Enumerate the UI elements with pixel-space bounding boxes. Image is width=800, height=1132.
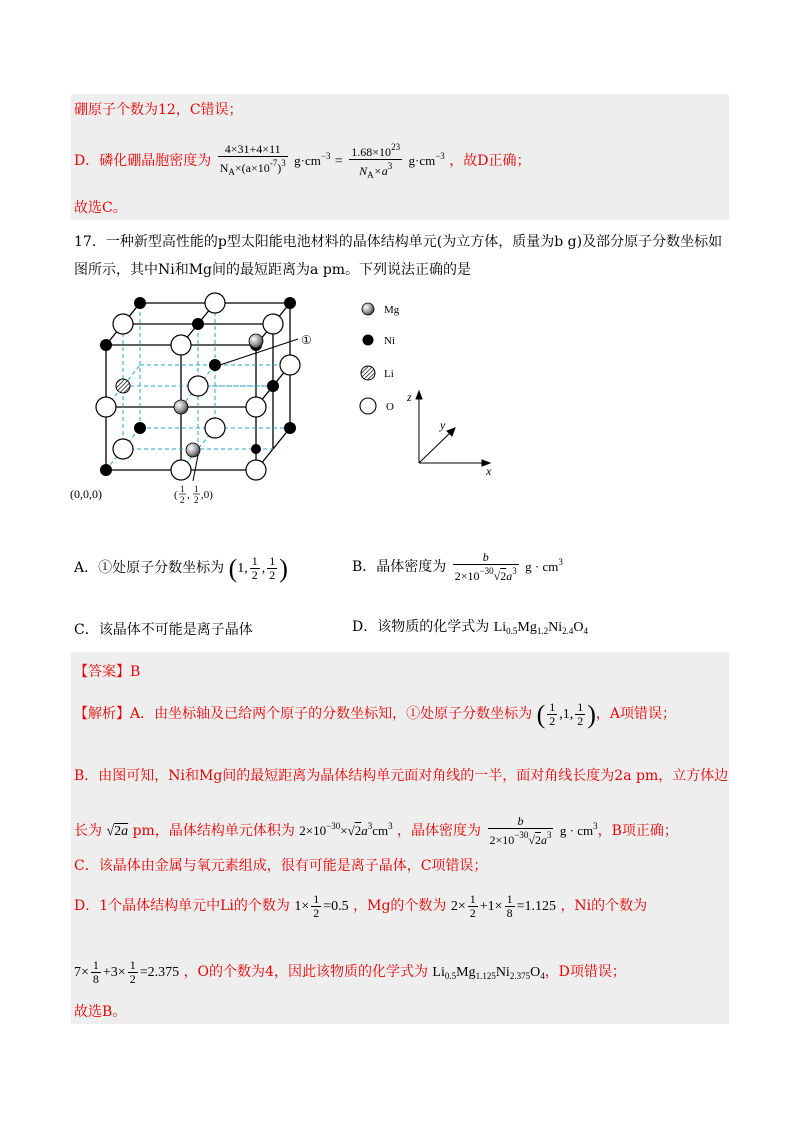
svg-text:1: 1 xyxy=(180,484,185,494)
option-a-value: (1, $\frac{1}{2}$ , $\frac{1}{2}$ ) xyxy=(228,553,288,583)
mg-count: 2× $\frac{1}{2}$ +1× $\frac{1}{8}$ =1.125 xyxy=(450,892,556,921)
option-b-den: $2\times 10^{-30}√2a^3$ xyxy=(454,566,517,583)
analysis-formula: $Li_{0.5}Mg_{1.125}Ni_{2.375}O_4$ xyxy=(432,965,545,981)
prev-d-num2: $1.68\times 10^{23}$ xyxy=(351,141,401,159)
legend-mg-icon xyxy=(362,303,374,315)
prev-d-den1: $N_A\times(a\times 10^{-7})^3$ xyxy=(219,158,286,177)
li-count: 1× $\frac{1}{2}$ =0.5 xyxy=(294,892,349,921)
crystal-structure-figure xyxy=(70,285,330,510)
analysis-b-line-2: 长为 √2a pm，晶体结构单元体积为 $2\times 10^{-30}\times√2a^3cm^3$ ，晶体密度为 $\frac{b}{2\times 10^{-30}√2a^3}$ $g \cdot cm^3$，B项正确； xyxy=(74,814,678,847)
svg-text:,: , xyxy=(187,489,190,501)
axis-z-label: z xyxy=(407,390,412,404)
lithium-atoms xyxy=(116,379,130,393)
axis-y-label: y xyxy=(440,418,446,432)
prev-d-fraction-2 xyxy=(349,141,402,182)
svg-text:(: ( xyxy=(174,489,178,501)
legend-mg-label: Mg xyxy=(384,304,400,316)
question-line-2: 图所示，其中Ni和Mg间的最短距离为a pm。下列说法正确的是 xyxy=(74,262,472,278)
cell-volume: $2\times 10^{-30}\times√2a^3cm^3$ xyxy=(299,821,393,838)
origin-label: (0,0,0) xyxy=(70,487,102,501)
option-b-fraction xyxy=(453,551,519,583)
option-d-formula: $Li_{0.5}Mg_{1.2}Ni_{2.4}O_4$ xyxy=(493,620,588,636)
option-b xyxy=(352,540,563,584)
analysis-d-line-2: 7× $\frac{1}{8}$ +3× $\frac{1}{2}$ =2.375 ，O的个数为4，因此该物质的化学式为 $Li_{0.5}Mg_{1.125}Ni_{2.375}O_4$，D项错误； xyxy=(74,958,626,987)
half-label xyxy=(174,484,213,505)
prev-d-prefix: D．磷化硼晶胞密度为 xyxy=(74,153,212,169)
prev-d-unit2: $g\cdot cm^{-3}$ xyxy=(408,151,445,168)
option-b-num: b xyxy=(453,551,519,565)
legend-o-icon xyxy=(360,398,376,414)
answer-label: 【答案】B xyxy=(74,664,141,680)
analysis-density-fraction: $\frac{b}{2\times 10^{-30}√2a^3}$ xyxy=(489,814,552,847)
question-line-1: 17．一种新型高性能的p型太阳能电池材料的晶体结构单元(为立方体，质量为b g)及部分原子分数坐标如 xyxy=(74,234,723,250)
legend-ni-label: Ni xyxy=(384,335,395,347)
analysis-a xyxy=(74,694,676,734)
svg-text:,0): ,0) xyxy=(201,489,213,501)
legend-li-label: Li xyxy=(384,368,394,380)
prev-d-unit1: $g\cdot cm^{-3}$ xyxy=(294,151,331,168)
analysis-label: 【解析】 xyxy=(74,706,130,722)
prev-conclusion: 故选C。 xyxy=(74,200,127,216)
label-circle-1: ① xyxy=(301,333,312,347)
edge-length: √2a xyxy=(106,824,129,839)
ni-count: 7× $\frac{1}{8}$ +3× $\frac{1}{2}$ =2.375 xyxy=(74,958,180,987)
analysis-a-value: ( $\frac{1}{2}$ ,1, $\frac{1}{2}$ ) xyxy=(536,699,596,729)
svg-text:2: 2 xyxy=(180,495,185,505)
svg-text:2: 2 xyxy=(194,495,199,505)
analysis-b-line-1: B．由图可知，Ni和Mg间的最短距离为晶体结构单元面对角线的一半，面对角线长度为2a pm，立方体边 xyxy=(74,768,729,784)
legend-li-icon xyxy=(361,366,375,380)
prev-d-eq: = xyxy=(334,154,343,169)
option-c: C．该晶体不可能是离子晶体 xyxy=(74,622,253,638)
analysis-a-text: A．由坐标轴及已给两个原子的分数坐标知，①处原子分数坐标为 xyxy=(130,706,533,722)
option-d xyxy=(352,612,588,642)
analysis-c: C．该晶体由金属与氧元素组成，很有可能是离子晶体，C项错误； xyxy=(74,858,488,874)
analysis-d-line-1: D．1个晶体结构单元中Li的个数为 1× $\frac{1}{2}$ =0.5 ，Mg的个数为 2× $\frac{1}{2}$ +1× $\frac{1}{8}$ =1.125 ，Ni的个数为 xyxy=(74,892,648,921)
option-b-unit: $g \cdot cm^3$ xyxy=(525,557,563,574)
option-a-prefix: A．①处原子分数坐标为 xyxy=(74,560,225,576)
option-a xyxy=(74,548,288,588)
prev-d-num1: 4×31+4×11 xyxy=(218,143,288,157)
coordinate-axes xyxy=(400,385,500,477)
option-d-prefix: D．该物质的化学式为 xyxy=(352,619,490,635)
prev-line-c: 硼原子个数为12，C错误； xyxy=(74,102,243,118)
analysis-a-suffix: ，A项错误； xyxy=(595,706,677,722)
answer-conclusion: 故选B。 xyxy=(74,1004,127,1020)
svg-text:1: 1 xyxy=(194,484,199,494)
prev-d-fraction-1 xyxy=(218,143,288,179)
option-b-prefix: B．晶体密度为 xyxy=(352,559,447,575)
legend-ni-icon xyxy=(363,335,374,346)
legend-o-label: O xyxy=(386,401,394,413)
prev-line-d xyxy=(74,136,531,180)
prev-d-suffix: ，故D正确； xyxy=(449,153,531,169)
axis-x-label: x xyxy=(486,464,492,477)
prev-d-den2: $N_A\times a^3$ xyxy=(359,160,393,180)
